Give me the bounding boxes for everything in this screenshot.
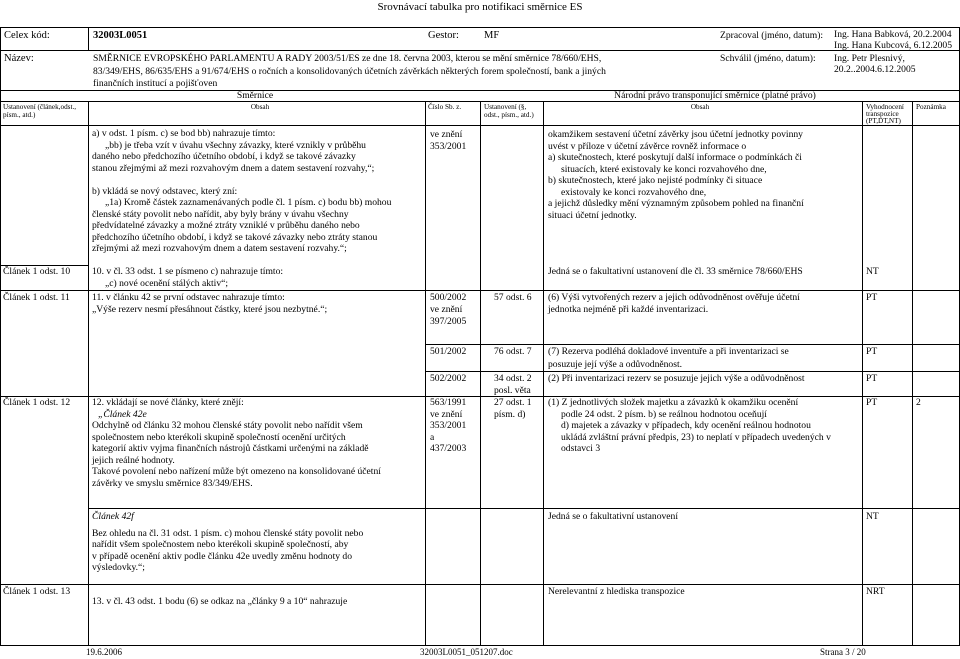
row7-vyhodnoceni: NT (866, 511, 879, 522)
row4-vyhodnoceni: PT (866, 346, 878, 357)
footer-date: 19.6.2006 (86, 647, 122, 657)
rule-bottom (0, 645, 960, 646)
nazev-line-2: 83/349/EHS, 86/635/EHS a 91/674/EHS o ročních a konsolidovaných účetních závěrkách některých forem společností, bank a jiných (93, 66, 606, 77)
row6-vyhodnoceni: PT (866, 397, 878, 408)
row2-obsah-2: „c) nové ocenění stálých aktiv“; (105, 278, 229, 289)
row7-narodni: Jedná se o fakultativní ustanovení (548, 511, 679, 522)
divider-ustanoveni (88, 101, 89, 645)
gestor-value: MF (484, 30, 500, 41)
gestor-label: Gestor: (428, 30, 459, 41)
narodni-group-label: Národní právo transponující směrnice (platné právo) (614, 90, 816, 101)
row8-narodni: Nerelevantní z hlediska transpozice (548, 586, 685, 597)
col-vyhodnoceni-2: transpozice (866, 110, 899, 118)
zpracoval-label: Zpracoval (jméno, datum): (720, 30, 824, 41)
divider-label (88, 27, 89, 50)
row3-ustanoveni: Článek 1 odst. 11 (3, 292, 70, 303)
row5-ustanoveni2-2: posl. věta (494, 385, 531, 396)
row2-vyhodnoceni: NT (866, 266, 879, 277)
schvalil-value-1: Ing. Petr Plesnivý, (834, 53, 905, 64)
rule-row7 (88, 508, 960, 509)
row5-vyhodnoceni: PT (866, 373, 878, 384)
divider-vyhodnoceni (912, 101, 913, 645)
smernice-group-label: Směrnice (236, 90, 274, 101)
row3-obsah-2: „Výše rezerv nesmí přesáhnout částky, které jsou nezbytné.“; (92, 304, 328, 315)
divider-ustanoveni2 (543, 101, 544, 645)
zpracoval-value-1: Ing. Hana Babková, 20.2.2004 (834, 29, 952, 40)
row5-narodni: (2) Při inventarizaci rezerv se posuzuje jejich výše a odůvodněnost (548, 373, 805, 384)
page-title: Srovnávací tabulka pro notifikaci směrnice ES (377, 1, 583, 13)
celex-label: Celex kód: (4, 30, 50, 41)
row3-narodni-1: (6) Výši vytvořených rezerv a jejich odůvodněnost ověřuje účetní (548, 292, 800, 303)
footer-page: Strana 3 / 20 (820, 647, 866, 657)
row3-narodni-2: jednotka nejméně při každé inventarizaci. (548, 304, 709, 315)
divider-cislo (480, 101, 481, 645)
col-cislo: Číslo Sb. z. (428, 103, 462, 111)
rule-row5 (425, 371, 960, 372)
col-obsah: Obsah (250, 103, 270, 111)
row5-ustanoveni2-1: 34 odst. 2 (494, 373, 532, 384)
row6-ustanoveni: Článek 1 odst. 12 (3, 397, 71, 408)
divider-obsah (425, 101, 426, 645)
row6-cislo: 563/1991 ve znění 353/2001 a 437/2003 (430, 397, 467, 454)
row8-vyhodnoceni: NRT (866, 586, 885, 597)
zpracoval-value-2: Ing. Hana Kubcová, 6.12.2005 (834, 40, 953, 51)
celex-value: 32003L0051 (93, 30, 148, 41)
row3-obsah-1: 11. v článku 42 se první odstavec nahrazuje tímto: (92, 292, 285, 303)
rule-row8 (0, 584, 960, 585)
rule-top (0, 27, 960, 28)
schvalil-value-2: 20.2..2004.6.12.2005 (834, 64, 916, 75)
col-ustanoveni2-2: odst., písm., atd.) (484, 111, 534, 119)
nazev-label: Název: (4, 53, 34, 64)
col-obsah2: Obsah (690, 103, 710, 111)
row6-ustanoveni2-2: písm. d) (494, 409, 526, 420)
row3-cislo-2: ve znění (430, 304, 463, 315)
row1-cislo-2: 353/2001 (430, 141, 467, 152)
schvalil-label: Schválil (jméno, datum): (720, 53, 816, 64)
row4-narodni-1: (7) Rezerva podléhá dokladové inventuře a při inventarizaci se (548, 346, 789, 357)
row6-ustanoveni2-1: 27 odst. 1 (494, 397, 532, 408)
row4-ustanoveni2: 76 odst. 7 (494, 346, 532, 357)
rule-header (0, 50, 960, 51)
row8-ustanoveni: Článek 1 odst. 13 (3, 586, 71, 597)
row5-cislo: 502/2002 (430, 373, 467, 384)
divider-narodni (862, 101, 863, 645)
row1-narodni: okamžikem sestavení účetní závěrky jsou účetní jednotky povinny uvést v příloze v účetní závěrce rovněž informace o a) skutečnostech, které poskytují další informace o podmínkách či situacích, které existovaly ke konci rozvahového dne, b) skutečnostech, které jako nejisté podmínky či situace existovaly ke konci rozvahového dne, a jejichž důsledky mění významným způsobem pohled na finanční situaci účetní jednotky. (548, 129, 804, 221)
nazev-line-1: SMĚRNICE EVROPSKÉHO PARLAMENTU A RADY 2003/51/ES ze dne 18. června 2003, kterou se mění směrnice 78/660/EHS, (93, 53, 602, 64)
col-poznamka: Poznámka (916, 103, 946, 111)
row3-ustanoveni2: 57 odst. 6 (494, 292, 532, 303)
row6-narodni: (1) Z jednotlivých složek majetku a závazků k okamžiku ocenění podle 24 odst. 2 písm. b) se reálnou hodnotou oceňují d) majetek a závazky v případech, kdy ocenění reálnou hodnotou ukládá zvláštní právní předpis, 23) to neplatí v případech uvedených v odstavci 3 (548, 397, 831, 454)
row3-cislo-1: 500/2002 (430, 292, 467, 303)
row2-narodni: Jedná se o fakultativní ustanovení dle čl. 33 směrnice 78/660/EHS (548, 266, 803, 277)
row2-ustanoveni: Článek 1 odst. 10 (3, 266, 71, 277)
row3-cislo-3: 397/2005 (430, 316, 467, 327)
row3-vyhodnoceni: PT (866, 292, 878, 303)
row6-obsah: 12. vkládají se nové články, které znějí: „Článek 42e Odchylně od článku 32 mohou členské státy povolit nebo nařídit všem společnostem nebo kterékoli skupině společností ocenění určitých kategorií aktiv vyjma finančních nástrojů částkami určenými na základě jejich reálné hodnoty. Takové povolení nebo nařízení může být omezeno na konsolidované účetní závěrky ve smyslu směrnice 83/349/EHS. (92, 397, 381, 489)
col-ustanoveni2-1: Ustanovení (§, (484, 103, 527, 111)
row1-cislo-1: ve znění (430, 129, 463, 140)
row7-obsah: Článek 42f Bez ohledu na čl. 31 odst. 1 písm. c) mohou členské státy povolit nebo nařídit všem společnostem nebo kterékoli skupině společností, aby v případě ocenění aktiv podle článku 42e uvedly změnu hodnoty do výsledovky.“; (92, 511, 364, 573)
col-ustanoveni-1: Ustanovení (článek,odst., (3, 103, 77, 111)
row2-obsah-1: 10. v čl. 33 odst. 1 se písmeno c) nahrazuje tímto: (92, 266, 284, 277)
col-vyhodnoceni-1: Vyhodnocení (866, 103, 904, 111)
col-vyhodnoceni-3: (PT,DT,NT) (866, 117, 901, 125)
col-ustanoveni-2: písm., atd.) (3, 111, 36, 119)
border-left (0, 27, 1, 645)
rule-row4 (425, 344, 960, 345)
row4-cislo: 501/2002 (430, 346, 467, 357)
nazev-line-3: finančních institucí a pojišťoven (93, 78, 218, 89)
row8-obsah: 13. v čl. 43 odst. 1 bodu (6) se odkaz na „články 9 a 10“ nahrazuje (92, 596, 348, 607)
row6-poznamka: 2 (916, 397, 921, 408)
rule-row3 (0, 290, 960, 291)
row4-narodni-2: posuzuje její výše a odůvodněnost. (548, 359, 683, 370)
footer-file: 32003L0051_051207.doc (420, 647, 513, 657)
row1-obsah: a) v odst. 1 písm. c) se bod bb) nahrazuje tímto: „bb) je třeba vzít v úvahu všechny závazky, které vznikly v průběhu daného nebo předchozího účetního období, i když se takové závazky stanou zřejmými až mezi rozvahovým dnem a datem sestavení rozvahy,“; b) vkládá se nový odstavec, který zní: „1a) Kromě částek zaznamenávaných podle čl. 1 písm. c) bodu bb) mohou členské státy povolit nebo nařídit, aby byly brány v úvahu všechny předvídatelné závazky a možné ztráty vzniklé v průběhu daného nebo předchozího účetního období, i když se takové závazky nebo ztráty stanou zřejmými až mezi rozvahovým dnem a datem sestavení rozvahy.“; (92, 128, 392, 254)
